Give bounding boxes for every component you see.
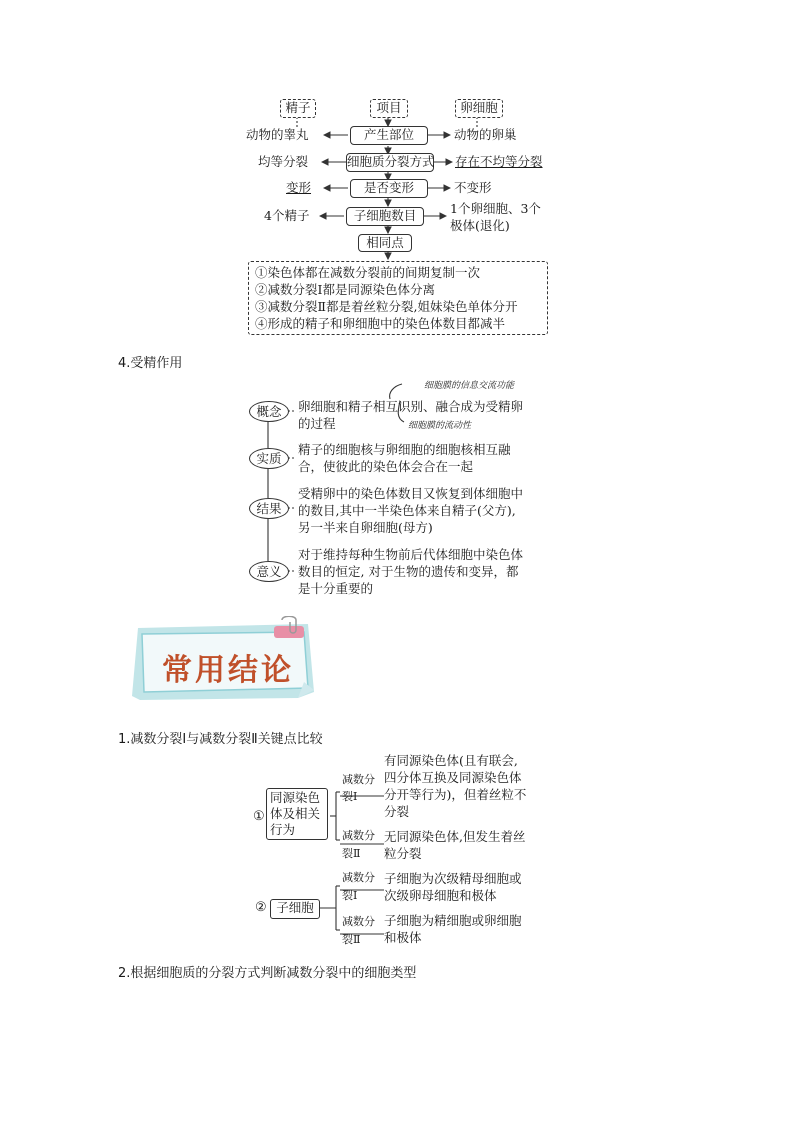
significance-oval: 意义	[249, 561, 289, 582]
g1-b2-label-2: 裂Ⅱ	[342, 847, 361, 860]
row1-left: 动物的睾丸	[246, 127, 309, 142]
significance-line-1: 对于维持每种生物前后代体细胞中染色体	[298, 547, 524, 562]
g2-b2-line-1: 子细胞为精细胞或卵细胞	[384, 913, 522, 928]
group1-label-line-3: 行为	[270, 822, 296, 837]
group2-number: ②	[255, 900, 267, 915]
g2-b1-label-1: 减数分	[342, 871, 375, 884]
row2-label: 细胞质分裂方式	[346, 153, 434, 172]
g1-b2-line-1: 无同源染色体,但发生着丝	[384, 829, 526, 844]
g2-b2-text	[384, 912, 522, 946]
essence-oval: 实质	[249, 448, 289, 469]
g2-b2-line-2: 和极体	[384, 930, 422, 945]
row2-right: 存在不均等分裂	[455, 154, 543, 169]
group1-label-line-1: 同源染色	[270, 790, 321, 805]
g2-b1-line-2: 次级卵母细胞和极体	[384, 888, 497, 903]
top-label-sperm: 精子	[280, 99, 316, 118]
row3-left: 变形	[286, 180, 312, 195]
row4-label: 子细胞数目	[346, 207, 424, 226]
group1-number: ①	[253, 809, 265, 824]
top-label-item: 项目	[370, 99, 408, 118]
g2-b1-text	[384, 870, 522, 904]
section1-heading: 1.减数分裂Ⅰ与减数分裂Ⅱ关键点比较	[118, 732, 323, 747]
paper-clip-icon	[270, 616, 310, 642]
concept-oval: 概念	[249, 401, 289, 422]
g1-b2-line-2: 粒分裂	[384, 846, 422, 861]
concept-line-2: 的过程	[298, 416, 336, 431]
significance-line-2: 数目的恒定, 对于生物的遗传和变异，都	[298, 564, 519, 579]
g1-b1-line-3: 分开等行为)，但着丝粒不	[384, 787, 527, 802]
top-label-egg: 卵细胞	[455, 99, 503, 118]
same-point-label: 相同点	[358, 234, 412, 252]
concept-text	[298, 398, 550, 432]
g1-b1-line-1: 有同源染色体(且有联会,	[384, 753, 518, 768]
g2-b2-label-2: 裂Ⅱ	[342, 933, 361, 946]
concept-line-1: 卵细胞和精子相互识别、融合成为受精卵	[298, 399, 524, 414]
annotation-fluidity: 细胞膜的流动性	[408, 421, 472, 431]
g1-b1-label-1: 减数分	[342, 773, 375, 786]
group1-label-box	[266, 788, 328, 840]
row4-right-line1: 1个卵细胞、3个	[450, 201, 541, 216]
essence-line-2: 合，使彼此的染色体会合在一起	[298, 459, 474, 474]
row4-left: 4个精子	[264, 208, 310, 223]
g2-b2-label-1: 减数分	[342, 915, 375, 928]
significance-text	[298, 546, 550, 597]
same-point-3: ③减数分裂Ⅱ都是着丝粒分裂,姐妹染色单体分开	[255, 299, 518, 314]
essence-line-1: 精子的细胞核与卵细胞的细胞核相互融	[298, 442, 511, 457]
result-text	[298, 485, 550, 536]
group1-label-line-2: 体及相关	[270, 806, 321, 821]
row1-label: 产生部位	[350, 126, 428, 145]
same-point-4: ④形成的精子和卵细胞中的染色体数目都减半	[255, 316, 506, 331]
same-point-2: ②减数分裂Ⅰ都是同源染色体分离	[255, 282, 435, 297]
significance-line-3: 是十分重要的	[298, 581, 374, 596]
g1-b2-label-1: 减数分	[342, 829, 375, 842]
g1-b1-text	[384, 752, 526, 820]
essence-text	[298, 441, 550, 475]
result-line-3: 另一半来自卵细胞(母方)	[298, 520, 433, 535]
g2-b1-label-2: 裂Ⅰ	[342, 889, 358, 902]
section4-heading: 4.受精作用	[118, 356, 183, 371]
row3-label: 是否变形	[350, 179, 428, 198]
g1-b1-line-2: 四分体互换及同源染色体	[384, 770, 522, 785]
banner-title: 常用结论	[162, 653, 294, 688]
group2-label: 子细胞	[270, 899, 320, 919]
section2-heading: 2.根据细胞质的分裂方式判断减数分裂中的细胞类型	[118, 966, 417, 981]
row1-right: 动物的卵巢	[454, 127, 517, 142]
result-line-1: 受精卵中的染色体数目又恢复到体细胞中	[298, 486, 524, 501]
same-point-1: ①染色体都在减数分裂前的间期复制一次	[255, 265, 481, 280]
row2-left: 均等分裂	[258, 154, 309, 169]
same-points-box	[248, 261, 548, 335]
result-oval: 结果	[249, 498, 289, 519]
result-line-2: 的数目,其中一半染色体来自精子(父方),	[298, 503, 516, 518]
annotation-info-exchange: 细胞膜的信息交流功能	[424, 381, 515, 391]
row3-right: 不变形	[454, 180, 492, 195]
row4-right-line2: 极体(退化)	[450, 218, 510, 233]
g2-b1-line-1: 子细胞为次级精母细胞或	[384, 871, 522, 886]
g1-b1-line-4: 分裂	[384, 804, 410, 819]
g1-b1-label-2: 裂Ⅰ	[342, 790, 358, 803]
g1-b2-text	[384, 828, 525, 862]
